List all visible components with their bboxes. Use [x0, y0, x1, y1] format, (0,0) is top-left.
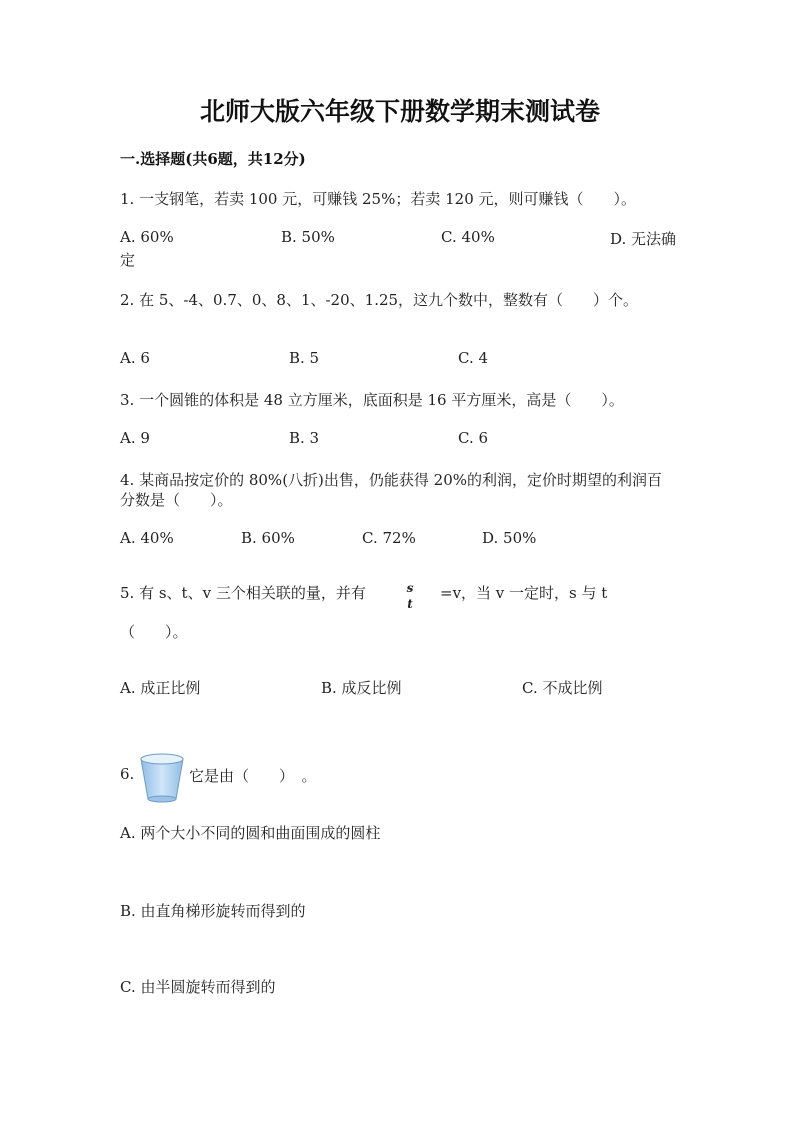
- q4-option-c: C. 72%: [362, 529, 416, 547]
- q5-option-b: B. 成反比例: [321, 679, 402, 697]
- q3-option-b: B. 3: [289, 429, 320, 447]
- q4-option-d: D. 50%: [482, 529, 537, 547]
- q1-option-d-wrap: 定: [120, 251, 136, 269]
- q3-option-c: C. 6: [458, 429, 489, 447]
- question-4-line-1: 4. 某商品按定价的 80%(八折)出售，仍能获得 20%的利润，定价时期望的利润百: [120, 471, 663, 489]
- fraction-denominator: t: [407, 597, 413, 611]
- q6-option-b: B. 由直角梯形旋转而得到的: [120, 902, 306, 920]
- q1-option-d: D. 无法确: [610, 230, 677, 248]
- question-5-before: 5. 有 s、t、v 三个相关联的量，并有: [120, 584, 366, 602]
- question-5-after: =v，当 v 一定时，s 与 t: [440, 584, 608, 602]
- q2-option-b: B. 5: [289, 349, 320, 367]
- q6-option-a: A. 两个大小不同的圆和曲面围成的圆柱: [120, 824, 381, 842]
- q6-option-c: C. 由半圆旋转而得到的: [120, 978, 276, 996]
- q4-option-b: B. 60%: [241, 529, 295, 547]
- question-3: 3. 一个圆锥的体积是 48 立方厘米，底面积是 16 平方厘米，高是（ ）。: [120, 391, 624, 409]
- q2-option-a: A. 6: [120, 349, 150, 367]
- q5-option-a: A. 成正比例: [120, 679, 201, 697]
- q1-option-c: C. 40%: [441, 228, 495, 246]
- cup-icon: [138, 752, 186, 804]
- question-2: 2. 在 5、-4、0.7、0、8、1、-20、1.25，这九个数中，整数有（ ）个。: [120, 291, 639, 309]
- q1-option-a: A. 60%: [120, 228, 174, 246]
- q2-option-c: C. 4: [458, 349, 489, 367]
- q4-option-a: A. 40%: [120, 529, 174, 547]
- question-4-line-2: 分数是（ ）。: [120, 491, 233, 509]
- question-6-text: 它是由（ ） 。: [189, 767, 317, 785]
- section-heading: 一.选择题(共6题，共12分): [120, 150, 306, 168]
- fraction-s-over-t: [402, 580, 418, 612]
- question-5-line-2: （ ）。: [120, 623, 188, 641]
- q3-option-a: A. 9: [120, 429, 150, 447]
- question-1: 1. 一支钢笔，若卖 100 元，可赚钱 25%；若卖 120 元，则可赚钱（ ）。: [120, 190, 637, 208]
- q1-option-b: B. 50%: [281, 228, 335, 246]
- fraction-numerator: s: [406, 581, 414, 595]
- q5-option-c: C. 不成比例: [522, 679, 603, 697]
- page-title: 北师大版六年级下册数学期末测试卷: [199, 97, 600, 126]
- question-6-number: 6.: [120, 765, 135, 783]
